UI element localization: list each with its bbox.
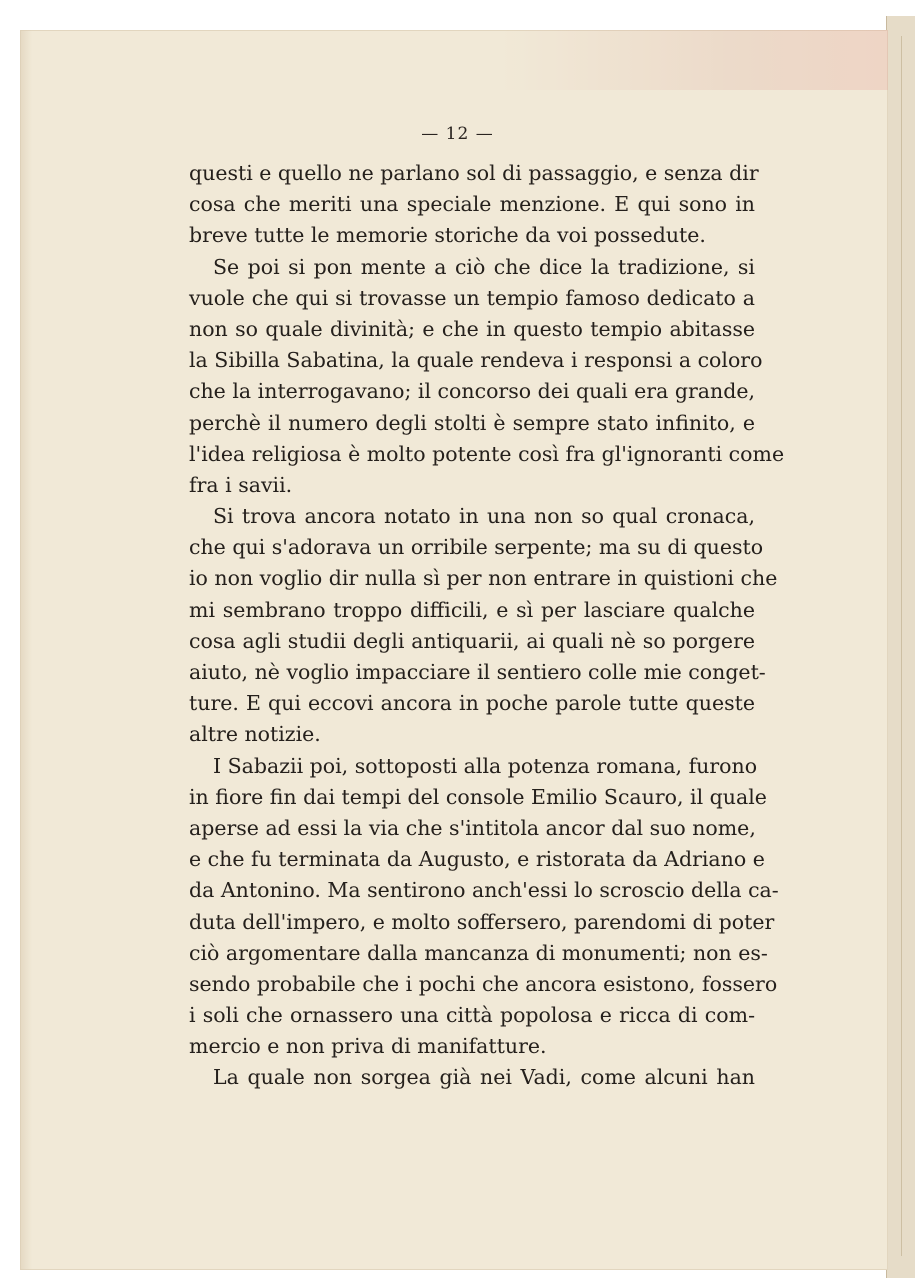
body-text <box>189 158 785 1094</box>
text-line: questi e quello ne parlano sol di passaggio, e senza dir <box>189 161 759 185</box>
text-line: ture. E qui eccovi ancora in poche parole tutte queste <box>189 691 755 716</box>
text-line: I Sabazii poi, sottoposti alla potenza romana, furono <box>213 753 758 778</box>
text-line: sendo probabile che i pochi che ancora esistono, fossero <box>189 971 778 996</box>
text-line: La quale non sorgea già nei Vadi, come alcuni han <box>213 1065 755 1090</box>
text-line: aiuto, nè voglio impacciare il sentiero colle mie conget- <box>189 660 766 684</box>
page-number: — 12 — <box>421 124 494 144</box>
text-line: Se poi si pon mente a ciò che dice la tradizione, si <box>213 254 755 279</box>
text-line: duta dell'impero, e molto soffersero, parendomi di poter <box>189 909 775 934</box>
text-line: breve tutte le memorie storiche da voi possedute. <box>189 223 706 248</box>
text-line: la Sibilla Sabatina, la quale rendeva i responsi a coloro <box>189 348 763 373</box>
page-edge-line <box>901 36 902 1256</box>
text-line: cosa che meriti una speciale menzione. E qui sono in <box>189 192 755 217</box>
text-line: Si trova ancora notato in una non so qual cronaca, <box>213 504 755 529</box>
text-line: mercio e non priva di manifatture. <box>189 1034 547 1059</box>
text-line: mi sembrano troppo difficili, e sì per lasciare qualche <box>189 597 755 622</box>
underlying-page-edge <box>886 16 915 1278</box>
text-line: vuole che qui si trovasse un tempio famoso dedicato a <box>189 285 755 310</box>
text-line: che qui s'adorava un orribile serpente; ma su di questo <box>189 535 764 560</box>
text-line: da Antonino. Ma sentirono anch'essi lo scroscio della ca- <box>189 878 779 903</box>
text-line: che la interrogavano; il concorso dei quali era grande, <box>189 379 755 404</box>
text-line: aperse ad essi la via che s'intitola ancor dal suo nome, <box>189 815 756 840</box>
page-edge-shade <box>20 30 32 1270</box>
text-line: altre notizie. <box>189 722 321 747</box>
text-line: i soli che ornassero una città popolosa e ricca di com- <box>189 1003 755 1028</box>
text-line: io non voglio dir nulla sì per non entrare in quistioni che <box>189 566 778 591</box>
text-line: perchè il numero degli stolti è sempre stato infinito, e <box>189 410 755 435</box>
text-line: e che fu terminata da Augusto, e ristorata da Adriano e <box>189 847 765 872</box>
text-line: ciò argomentare dalla mancanza di monumenti; non es- <box>189 940 768 965</box>
text-line: fra i savii. <box>189 472 293 497</box>
text-line: l'idea religiosa è molto potente così fra gl'ignoranti come <box>189 441 785 466</box>
text-line: in fiore fin dai tempi del console Emilio Scauro, il quale <box>189 784 767 809</box>
text-line: cosa agli studii degli antiquarii, ai quali nè so porgere <box>189 628 755 653</box>
text-line: non so quale divinità; e che in questo tempio abitasse <box>189 316 755 341</box>
page-stain <box>500 30 888 90</box>
